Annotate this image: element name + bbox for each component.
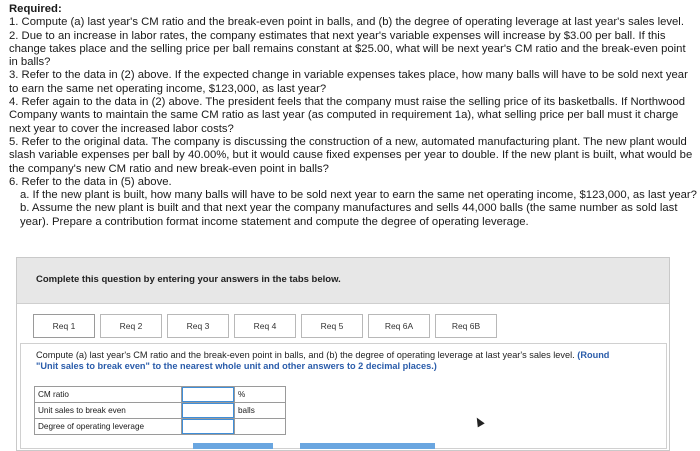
cm-ratio-input[interactable] [182,387,234,402]
question-text [36,350,616,372]
requirement-6: 6. Refer to the data in (5) above. [9,175,172,188]
answer-table [34,386,286,435]
tab-req-2[interactable]: Req 2 [100,314,162,338]
dol-input-cell [182,419,235,435]
break-even-units-input[interactable] [182,403,234,418]
requirements-text [9,3,697,229]
panel-instruction: Complete this question by entering your answers in the tabs below. [36,274,341,285]
requirement-1: 1. Compute (a) last year's CM ratio and the break-even point in balls, and (b) the degree of operating leverage at last year's sales level. [9,16,684,29]
cm-ratio-input-cell [182,387,235,403]
prev-button-edge[interactable] [193,443,273,449]
row-label: Degree of operating leverage [35,419,182,435]
table-row [35,387,286,403]
tab-content [20,343,667,449]
requirement-6b: b. Assume the new plant is built and that next year the company manufactures and sells 44,000 balls (the same number as sold last year). Prepare a contribution format income statement and compute the degree of operating leverage. [20,202,678,228]
row-unit: % [235,387,286,403]
tab-req-3[interactable]: Req 3 [167,314,229,338]
operating-leverage-input[interactable] [182,419,234,434]
table-row [35,419,286,435]
tab-req-4[interactable]: Req 4 [234,314,296,338]
tab-req-5[interactable]: Req 5 [301,314,363,338]
tab-req-6a[interactable]: Req 6A [368,314,430,338]
row-unit [235,419,286,435]
row-label: Unit sales to break even [35,403,182,419]
row-unit: balls [235,403,286,419]
panel-header [17,258,669,304]
break-even-input-cell [182,403,235,419]
requirements-list [9,16,697,229]
rounding-note: (Round "Unit sales to break even" to the nearest whole unit and other answers to 2 decimal places.) [36,350,610,371]
requirement-5: 5. Refer to the original data. The company is discussing the construction of a new, automated manufacturing plant. The new plant would slash variable expenses per ball by 40.00%, but it would cause fixed expenses per year to double. If the new plant is built, what would be the company's new CM ratio and new break-even point in balls? [9,135,693,175]
tab-req-1[interactable]: Req 1 [33,314,95,338]
row-label: CM ratio [35,387,182,403]
next-button-edge[interactable] [300,443,435,449]
question-panel [16,257,670,451]
requirement-6a: a. If the new plant is built, how many balls will have to be sold next year to earn the same net operating income, $123,000, as last year? [20,189,697,202]
req-tabs [33,314,502,338]
requirement-2: 2. Due to an increase in labor rates, the company estimates that next year's variable expenses will increase by $3.00 per ball. If this change takes place and the selling price per ball remains constant at $25.00, what will be next year's CM ratio and the break-even point in balls? [9,29,686,69]
required-heading: Required: [9,3,62,15]
tab-req-6b[interactable]: Req 6B [435,314,497,338]
question-prompt: Compute (a) last year's CM ratio and the break-even point in balls, and (b) the degree of operating leverage at last year's sales level. [36,350,575,360]
requirement-4: 4. Refer again to the data in (2) above. The president feels that the company must raise the selling price of its basketballs. If Northwood Company wants to maintain the same CM ratio as last year (as computed in requirement 1a), what selling price per ball must it charge next year to cover the increased labor costs? [9,96,686,135]
table-row [35,403,286,419]
requirement-3: 3. Refer to the data in (2) above. If the expected change in variable expenses takes place, how many balls will have to be sold next year to earn the same net operating income, $123,000, as last year? [9,69,688,95]
